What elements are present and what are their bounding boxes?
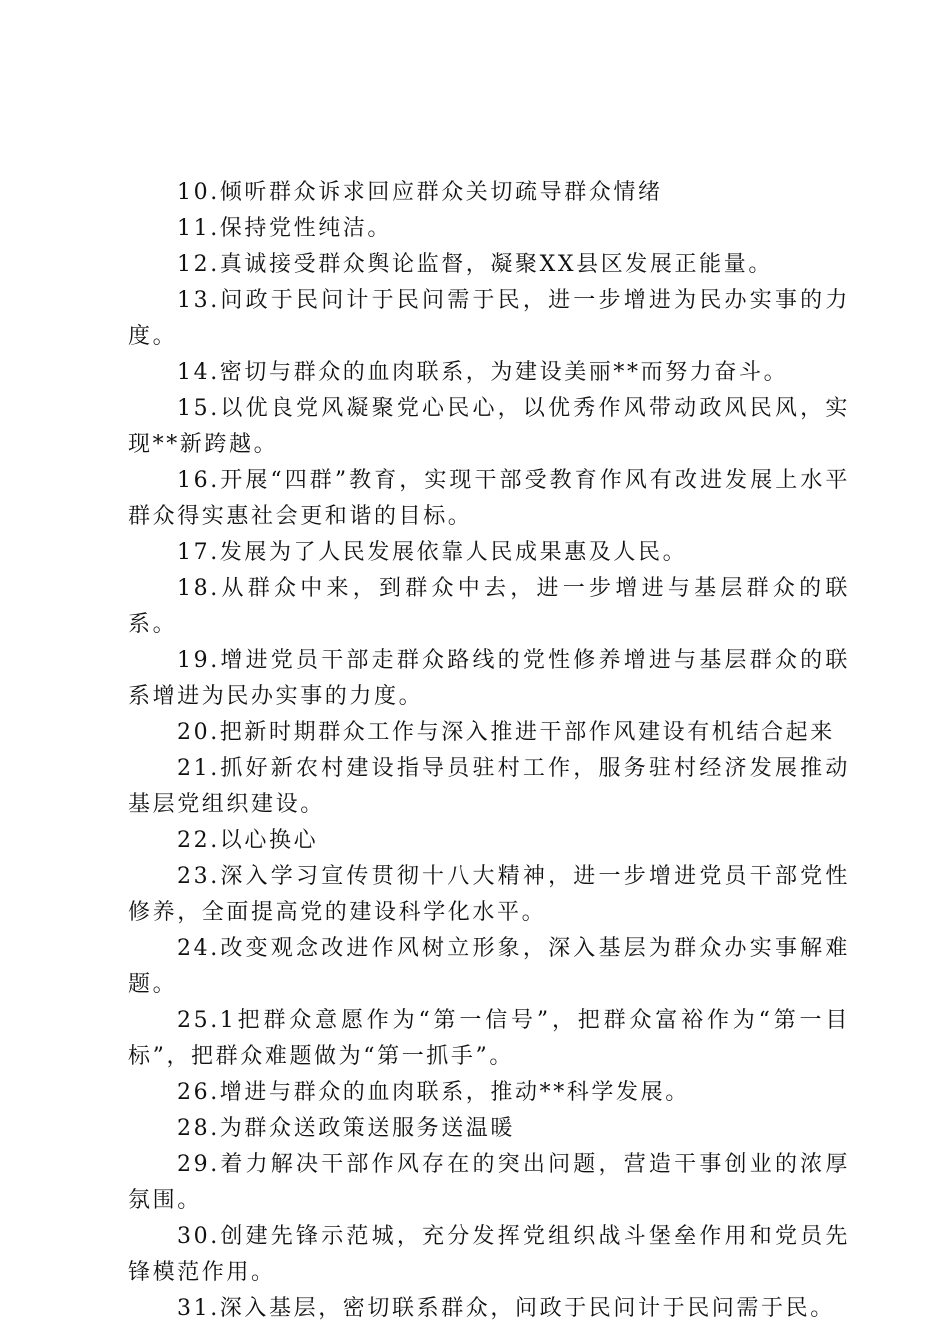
list-item: 17.发展为了人民发展依靠人民成果惠及人民。 <box>177 540 688 565</box>
list-item: 30.创建先锋示范城，充分发挥党组织战斗堡垒作用和党员先锋模范作用。 <box>128 1224 850 1285</box>
list-item: 16.开展“四群”教育，实现干部受教育作风有改进发展上水平群众得实惠社会更和谐的目标。 <box>128 468 850 529</box>
list-item: 26.增进与群众的血肉联系，推动**科学发展。 <box>177 1080 690 1105</box>
list-item: 19.增进党员干部走群众路线的党性修养增进与基层群众的联系增进为民办实事的力度。 <box>128 648 850 709</box>
list-item: 14.密切与群众的血肉联系，为建设美丽**而努力奋斗。 <box>177 360 789 385</box>
document-body <box>128 175 850 1327</box>
list-item: 21.抓好新农村建设指导员驻村工作，服务驻村经济发展推动基层党组织建设。 <box>128 756 850 817</box>
list-item: 28.为群众送政策送服务送温暖 <box>177 1116 515 1141</box>
list-item: 12.真诚接受群众舆论监督，凝聚XX县区发展正能量。 <box>177 252 773 277</box>
list-item: 29.着力解决干部作风存在的突出问题，营造干事创业的浓厚氛围。 <box>128 1152 850 1213</box>
list-item: 18.从群众中来，到群众中去，进一步增进与基层群众的联系。 <box>128 576 850 637</box>
list-item: 22.以心换心 <box>177 828 319 853</box>
list-item: 11.保持党性纯洁。 <box>177 216 392 241</box>
list-item: 15.以优良党风凝聚党心民心，以优秀作风带动政风民风，实现**新跨越。 <box>128 396 850 457</box>
list-item: 10.倾听群众诉求回应群众关切疏导群众情绪 <box>177 180 663 205</box>
list-item: 13.问政于民问计于民问需于民，进一步增进为民办实事的力度。 <box>128 288 850 349</box>
list-item: 24.改变观念改进作风树立形象，深入基层为群众办实事解难题。 <box>128 936 850 997</box>
list-item: 23.深入学习宣传贯彻十八大精神，进一步增进党员干部党性修养，全面提高党的建设科学化水平。 <box>128 864 850 925</box>
list-item: 25.1把群众意愿作为“第一信号”，把群众富裕作为“第一目标”，把群众难题做为“第一抓手”。 <box>128 1008 850 1069</box>
list-item: 20.把新时期群众工作与深入推进干部作风建设有机结合起来 <box>177 720 835 745</box>
list-item: 31.深入基层，密切联系群众，问政于民问计于民问需于民。 <box>177 1296 835 1321</box>
